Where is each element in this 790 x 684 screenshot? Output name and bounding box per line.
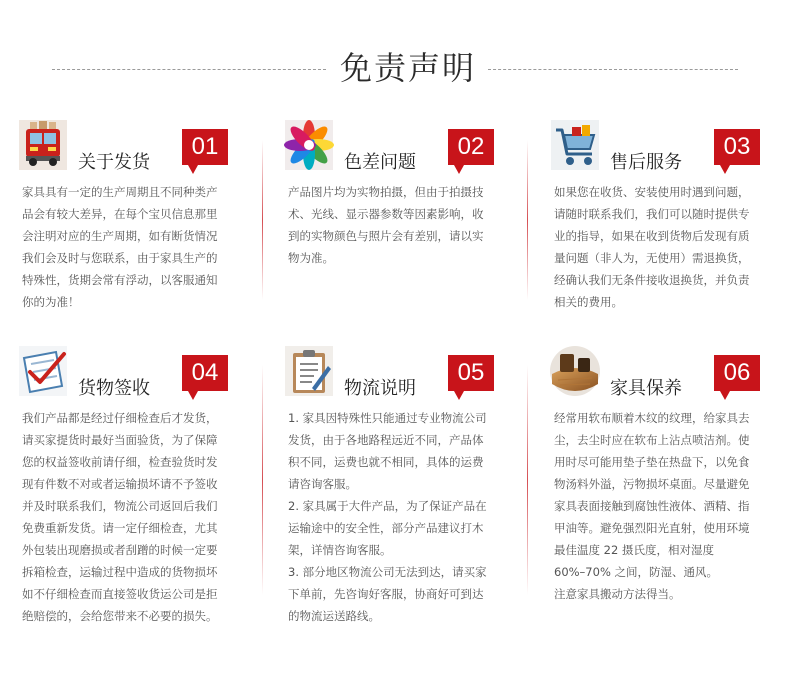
column-separator (262, 140, 263, 300)
text-line: 经常用软布顺着木纹的纹理，给家具去 (554, 411, 750, 425)
page-title: 免责声明 (339, 49, 476, 87)
card-text (288, 181, 514, 269)
text-line: 最佳温度 22 摄氏度，相对湿度 (554, 543, 714, 557)
text-line: 积不同，运费也就不相同，具体的运费 (288, 455, 484, 469)
text-line: 品会有较大差异，在每个宝贝信息那里 (22, 207, 218, 221)
header (0, 42, 790, 94)
text-line: 会注明对应的生产周期，如有断货情况 (22, 229, 218, 243)
text-line: 1. 家具因特殊性只能通过专业物流公司 (288, 411, 487, 425)
text-line: 请买家提货时最好当面验货，为了保障 (22, 433, 218, 447)
text-line: 3. 部分地区物流公司无法到达，请买家 (288, 565, 487, 579)
color-wheel-icon (282, 118, 336, 172)
text-line: 业的指导，如果在收到货物后发现有质 (554, 229, 750, 243)
card-text (288, 407, 514, 627)
text-line: 产品图片均为实物拍摄，但由于拍摄技 (288, 185, 484, 199)
text-line: 现有件数不对或者运输损坏请不予签收 (22, 477, 218, 491)
text-line: 家具具有一定的生产周期且不同种类产 (22, 185, 218, 199)
shopping-cart-icon (548, 118, 602, 172)
card-number-badge: 05 (448, 355, 494, 391)
card-title: 家具保养 (610, 378, 682, 399)
checklist-icon (16, 344, 70, 398)
card-text (22, 407, 248, 627)
text-line: 尘，去尘时应在软布上沾点喷洁剂。使 (554, 433, 750, 447)
card-title: 物流说明 (344, 378, 416, 399)
header-divider-right (488, 69, 738, 70)
card-text (22, 181, 248, 313)
text-line: 你的为准！ (22, 295, 80, 309)
text-line: 运输途中的安全性，部分产品建议打木 (288, 521, 484, 535)
clipboard-icon (282, 344, 336, 398)
text-line: 发货，由于各地路程远近不同，产品体 (288, 433, 484, 447)
column-separator (527, 365, 528, 595)
text-line: 架，详情咨询客服。 (288, 543, 392, 557)
text-line: 相关的费用。 (554, 295, 623, 309)
header-divider-left (52, 69, 326, 70)
card-title: 货物签收 (78, 378, 150, 399)
text-line: 如不仔细检查而直接签收货运公司是拒 (22, 587, 218, 601)
text-line: 家具表面接触到腐蚀性液体、酒精、指 (554, 499, 750, 513)
text-line: 绝赔偿的，会给您带来不必要的损失。 (22, 609, 218, 623)
text-line: 术、光线、显示器参数等因素影响，收 (288, 207, 484, 221)
text-line: 免费重新发货。请一定仔细检查，尤其 (22, 521, 218, 535)
card-text (554, 181, 780, 313)
text-line: 下单前，先咨询好客服，协商好可到达 (288, 587, 484, 601)
text-line: 请随时联系我们，我们可以随时提供专 (554, 207, 750, 221)
text-line: 经确认我们无条件接收退换货，并负责 (554, 273, 750, 287)
card-number-badge: 01 (182, 129, 228, 165)
text-line: 注意家具搬动方法得当。 (554, 587, 681, 601)
delivery-truck-icon (16, 118, 70, 172)
furniture-care-icon (548, 344, 602, 398)
text-line: 物汤料外溢，污物损坏桌面。尽量避免 (554, 477, 750, 491)
text-line: 2. 家具属于大件产品，为了保证产品在 (288, 499, 487, 513)
card-number-badge: 06 (714, 355, 760, 391)
text-line: 您的权益签收前请仔细，检查验货时发 (22, 455, 218, 469)
card-number-badge: 02 (448, 129, 494, 165)
text-line: 特殊性，货期会常有浮动，以客服通知 (22, 273, 218, 287)
card-title: 售后服务 (610, 152, 682, 173)
text-line: 甲油等。避免强烈阳光直射，使用环境 (554, 521, 750, 535)
text-line: 拆箱检查，运输过程中造成的货物损坏 (22, 565, 218, 579)
card-number-badge: 03 (714, 129, 760, 165)
text-line: 外包装出现磨损或者刮蹭的时候一定要 (22, 543, 218, 557)
card-title: 色差问题 (344, 152, 416, 173)
text-line: 量问题（非人为，无使用）需退换货， (554, 251, 750, 265)
text-line: 的物流运送路线。 (288, 609, 380, 623)
text-line: 到的实物颜色与照片会有差别，请以实 (288, 229, 484, 243)
column-separator (527, 140, 528, 300)
text-line: 物为准。 (288, 251, 334, 265)
card-title: 关于发货 (78, 152, 150, 173)
text-line: 如果您在收货、安装使用时遇到问题， (554, 185, 750, 199)
card-text (554, 407, 780, 605)
text-line: 用时尽可能用垫子垫在热盘下，以免食 (554, 455, 750, 469)
column-separator (262, 365, 263, 595)
card-number-badge: 04 (182, 355, 228, 391)
text-line: 我们产品都是经过仔细检查后才发货， (22, 411, 218, 425)
text-line: 并及时联系我们，物流公司返回后我们 (22, 499, 218, 513)
text-line: 我们会及时与您联系，由于家具生产的 (22, 251, 218, 265)
text-line: 60%–70% 之间，防湿、通风。 (554, 565, 719, 579)
text-line: 请咨询客服。 (288, 477, 357, 491)
